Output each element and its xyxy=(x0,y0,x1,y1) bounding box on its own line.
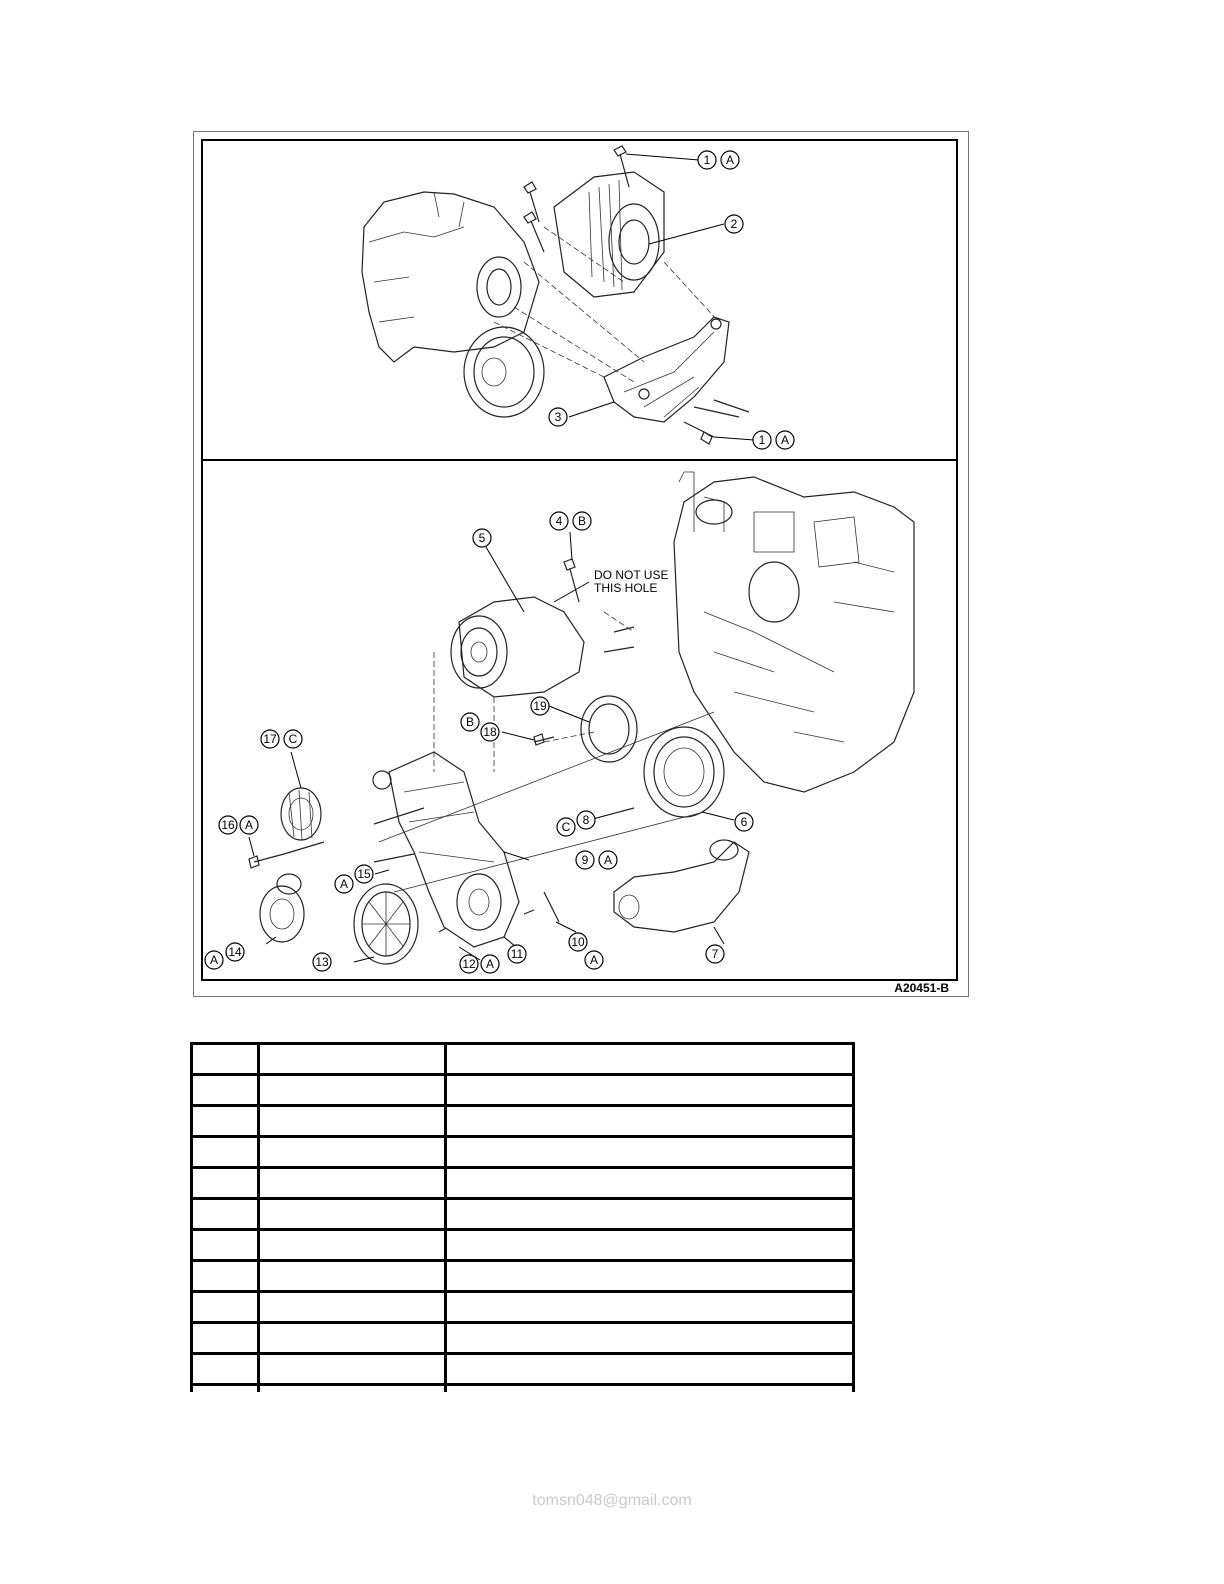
svg-text:6: 6 xyxy=(740,815,748,829)
upper-engine-drawing xyxy=(362,146,749,444)
table-cell xyxy=(259,1075,446,1106)
svg-text:8: 8 xyxy=(582,813,590,827)
svg-text:C: C xyxy=(561,820,571,834)
table-cell xyxy=(192,1292,259,1323)
table-cell xyxy=(446,1106,854,1137)
table-cell xyxy=(192,1261,259,1292)
callout-19 xyxy=(531,697,549,715)
svg-text:2: 2 xyxy=(730,217,738,231)
note-line-2: THIS HOLE xyxy=(594,581,658,595)
svg-text:19: 19 xyxy=(533,699,547,713)
table-cell xyxy=(446,1354,854,1385)
table-row xyxy=(192,1292,854,1323)
callout-1a xyxy=(698,151,739,169)
table-cell xyxy=(259,1044,446,1075)
table-cell xyxy=(192,1044,259,1075)
table-cell xyxy=(446,1230,854,1261)
table-cell xyxy=(446,1199,854,1230)
callout-15a xyxy=(335,865,373,893)
footer-email: tomsn048@gmail.com xyxy=(532,1492,692,1509)
svg-text:4: 4 xyxy=(555,514,563,528)
svg-text:B: B xyxy=(465,715,475,729)
table-cell xyxy=(192,1385,259,1393)
svg-text:A: A xyxy=(589,953,599,967)
table-cell xyxy=(259,1168,446,1199)
callout-17c xyxy=(261,730,302,748)
svg-text:12: 12 xyxy=(462,957,476,971)
table-cell xyxy=(446,1168,854,1199)
table-cell xyxy=(446,1261,854,1292)
callout-5 xyxy=(473,529,491,547)
callout-9a xyxy=(576,851,617,869)
svg-text:14: 14 xyxy=(228,945,242,959)
note-line-1: DO NOT USE xyxy=(594,568,669,582)
table-cell xyxy=(259,1261,446,1292)
table-row xyxy=(192,1323,854,1354)
svg-text:A: A xyxy=(244,818,254,832)
table-row xyxy=(192,1168,854,1199)
table-cell xyxy=(259,1385,446,1393)
callout-13 xyxy=(313,953,331,971)
table-cell xyxy=(446,1292,854,1323)
callout-16a xyxy=(219,816,258,834)
table-cell xyxy=(446,1323,854,1354)
svg-text:3: 3 xyxy=(554,410,562,424)
table-row xyxy=(192,1106,854,1137)
svg-text:16: 16 xyxy=(221,818,235,832)
table-row xyxy=(192,1261,854,1292)
lower-panel xyxy=(202,460,957,980)
parts-table xyxy=(190,1042,855,1392)
svg-text:18: 18 xyxy=(483,725,497,739)
table-cell xyxy=(446,1044,854,1075)
exploded-view-diagram xyxy=(193,131,969,997)
svg-text:1: 1 xyxy=(703,153,711,167)
svg-text:13: 13 xyxy=(315,955,329,969)
table-cell xyxy=(192,1168,259,1199)
svg-text:11: 11 xyxy=(510,947,524,961)
table-cell xyxy=(259,1354,446,1385)
table-cell xyxy=(446,1385,854,1393)
table-cell xyxy=(259,1137,446,1168)
svg-text:10: 10 xyxy=(571,935,585,949)
table-row xyxy=(192,1137,854,1168)
svg-text:7: 7 xyxy=(711,947,719,961)
table-cell xyxy=(259,1230,446,1261)
callout-10a xyxy=(569,933,603,969)
table-cell xyxy=(259,1199,446,1230)
table-cell xyxy=(259,1106,446,1137)
table-cell xyxy=(259,1323,446,1354)
table-row xyxy=(192,1199,854,1230)
svg-text:C: C xyxy=(288,732,298,746)
callout-8c xyxy=(557,811,595,836)
callout-18b xyxy=(461,713,499,741)
table-row xyxy=(192,1044,854,1075)
svg-text:A: A xyxy=(780,433,790,447)
callout-1b xyxy=(753,431,794,449)
callout-3 xyxy=(549,408,567,426)
callout-4b xyxy=(550,512,591,530)
table-cell xyxy=(192,1106,259,1137)
table-cell xyxy=(192,1075,259,1106)
svg-text:A: A xyxy=(603,853,613,867)
table-row xyxy=(192,1385,854,1393)
svg-text:A: A xyxy=(209,953,219,967)
callout-2 xyxy=(725,215,743,233)
table-row xyxy=(192,1075,854,1106)
svg-text:17: 17 xyxy=(263,732,277,746)
callout-11 xyxy=(508,945,526,963)
svg-text:B: B xyxy=(577,514,587,528)
figure-id: A20451-B xyxy=(894,981,949,995)
svg-text:A: A xyxy=(339,877,349,891)
svg-text:5: 5 xyxy=(478,531,486,545)
svg-text:A: A xyxy=(485,957,495,971)
callout-6 xyxy=(735,813,753,831)
callout-12a xyxy=(460,955,499,973)
svg-text:9: 9 xyxy=(581,853,589,867)
table-cell xyxy=(192,1354,259,1385)
table-cell xyxy=(259,1292,446,1323)
table-cell xyxy=(192,1199,259,1230)
callout-14a xyxy=(205,943,244,969)
svg-text:1: 1 xyxy=(758,433,766,447)
table-cell xyxy=(192,1137,259,1168)
svg-text:15: 15 xyxy=(357,867,371,881)
table-cell xyxy=(446,1137,854,1168)
svg-text:A: A xyxy=(725,153,735,167)
table-cell xyxy=(192,1230,259,1261)
table-cell xyxy=(192,1323,259,1354)
table-row xyxy=(192,1354,854,1385)
table-cell xyxy=(446,1075,854,1106)
table-row xyxy=(192,1230,854,1261)
callout-7 xyxy=(706,945,724,963)
